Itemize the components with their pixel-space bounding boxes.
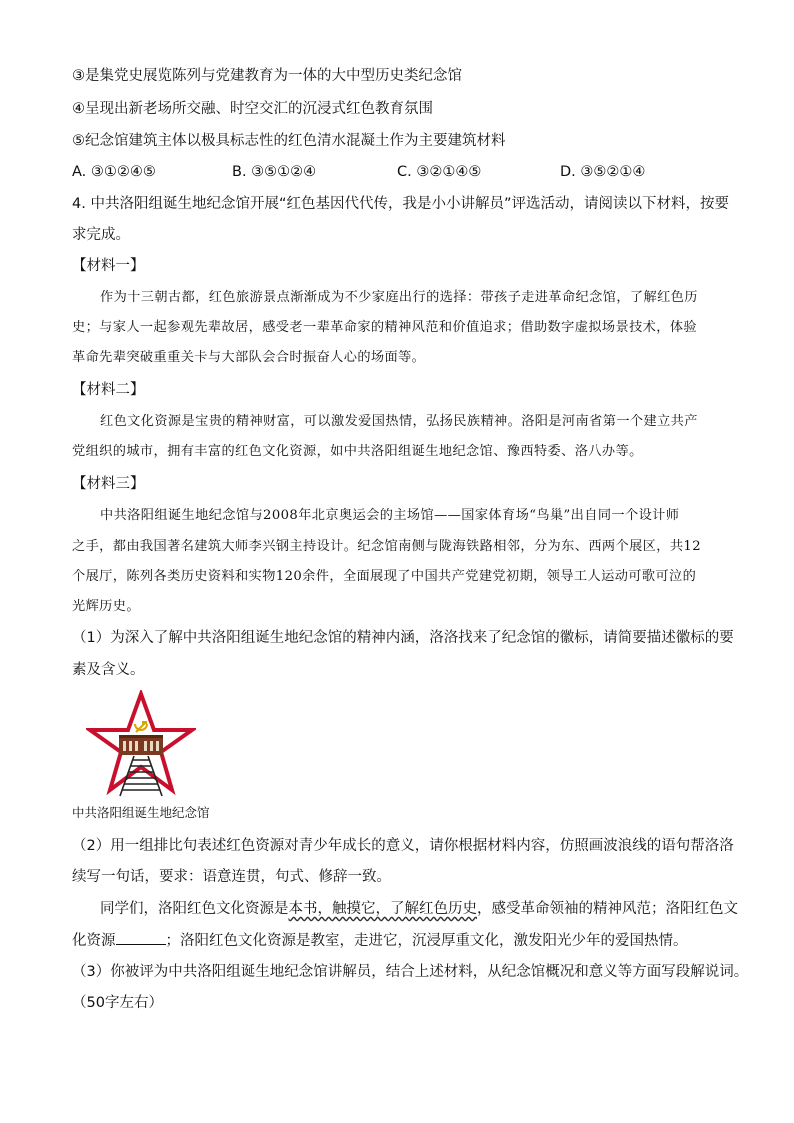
material2-line2: 党组织的城市，拥有丰富的红色文化资源，如中共洛阳组诞生地纪念馆、豫西特委、洛八办等。 bbox=[72, 444, 643, 459]
sub2-line3-suffix: ，感受革命领袖的精神风范；洛阳红色文 bbox=[477, 901, 738, 917]
material1-line1: 作为十三朝古都，红色旅游景点渐渐成为不少家庭出行的选择：带孩子走进革命纪念馆，了解红色历 bbox=[100, 290, 698, 305]
sub2-line3-prefix: 同学们，洛阳红色文化资源是 bbox=[100, 901, 289, 917]
choice-b[interactable]: B. ③⑤①②④ bbox=[232, 164, 317, 180]
memorial-logo bbox=[86, 690, 196, 798]
sub-question2-line2: 续写一句话，要求：语意连贯，句式、修辞一致。 bbox=[72, 869, 391, 885]
material3-heading: 【材料三】 bbox=[72, 476, 145, 492]
choice-c[interactable]: C. ③②①④⑤ bbox=[397, 164, 482, 180]
building-icon bbox=[119, 735, 163, 755]
sub-question2-line1: （2）用一组排比句表述红色资源对青少年成长的意义，请你根据材料内容，仿照画波浪线的语句帮洛洛 bbox=[72, 838, 734, 854]
material2-heading: 【材料二】 bbox=[72, 382, 145, 398]
material3-line1: 中共洛阳组诞生地纪念馆与2008年北京奥运会的主场馆——国家体育场“鸟巢”出自同一个设计师 bbox=[100, 508, 680, 523]
answer-blank[interactable] bbox=[116, 930, 166, 945]
sub2-line4-suffix: ；洛阳红色文化资源是教室，走进它，沉浸厚重文化，激发阳光少年的爱国热情。 bbox=[165, 933, 688, 949]
question4-intro-line2: 求完成。 bbox=[72, 227, 130, 243]
sub2-line4-prefix: 化资源 bbox=[72, 933, 116, 949]
option-item-4: ④呈现出新老场所交融、时空交汇的沉浸式红色教育氛围 bbox=[72, 101, 433, 117]
material3-line2: 之手，都由我国著名建筑大师李兴钢主持设计。纪念馆南侧与陇海铁路相邻，分为东、西两个展区，共12 bbox=[72, 539, 702, 554]
material1-heading: 【材料一】 bbox=[72, 258, 145, 274]
sub-question1-line2: 素及含义。 bbox=[72, 662, 145, 678]
wavy-underlined-phrase: 本书，触摸它，了解红色历史 bbox=[288, 901, 477, 917]
choice-d[interactable]: D. ③⑤②①④ bbox=[560, 164, 646, 180]
answer-choices bbox=[72, 162, 772, 182]
sub-question3-line1: （3）你被评为中共洛阳组诞生地纪念馆讲解员，结合上述材料，从纪念馆概况和意义等方面写段解说词。 bbox=[72, 964, 749, 980]
material2-line1: 红色文化资源是宝贵的精神财富，可以激发爱国热情，弘扬民族精神。洛阳是河南省第一个建立共产 bbox=[100, 414, 698, 429]
sub-question3-line2: （50字左右） bbox=[72, 995, 163, 1011]
material1-line2: 史；与家人一起参观先辈故居，感受老一辈革命家的精神风范和价值追求；借助数字虚拟场景技术，体验 bbox=[72, 320, 698, 335]
option-item-3: ③是集党史展览陈列与党建教育为一体的大中型历史类纪念馆 bbox=[72, 68, 462, 84]
sub-question1-line1: （1）为深入了解中共洛阳组诞生地纪念馆的精神内涵，洛洛找来了纪念馆的徽标，请简要描述徽标的要 bbox=[72, 630, 734, 646]
sub-question2-line3 bbox=[100, 899, 738, 919]
material3-line4: 光辉历史。 bbox=[72, 599, 140, 614]
logo-caption: 中共洛阳组诞生地纪念馆 bbox=[72, 805, 210, 820]
option-item-5: ⑤纪念馆建筑主体以极具标志性的红色清水混凝土作为主要建筑材料 bbox=[72, 133, 506, 149]
material3-line3: 个展厅，陈列各类历史资料和实物120余件，全面展现了中国共产党建党初期，领导工人运动可歌可泣的 bbox=[72, 569, 697, 584]
sub-question2-line4 bbox=[72, 930, 688, 951]
choice-a[interactable]: A. ③①②④⑤ bbox=[72, 164, 156, 180]
material1-line3: 革命先辈突破重重关卡与大部队会合时振奋人心的场面等。 bbox=[72, 350, 426, 365]
question4-intro-line1: 4. 中共洛阳组诞生地纪念馆开展“红色基因代代传，我是小小讲解员”评选活动，请阅读以下材料，按要 bbox=[72, 196, 729, 212]
